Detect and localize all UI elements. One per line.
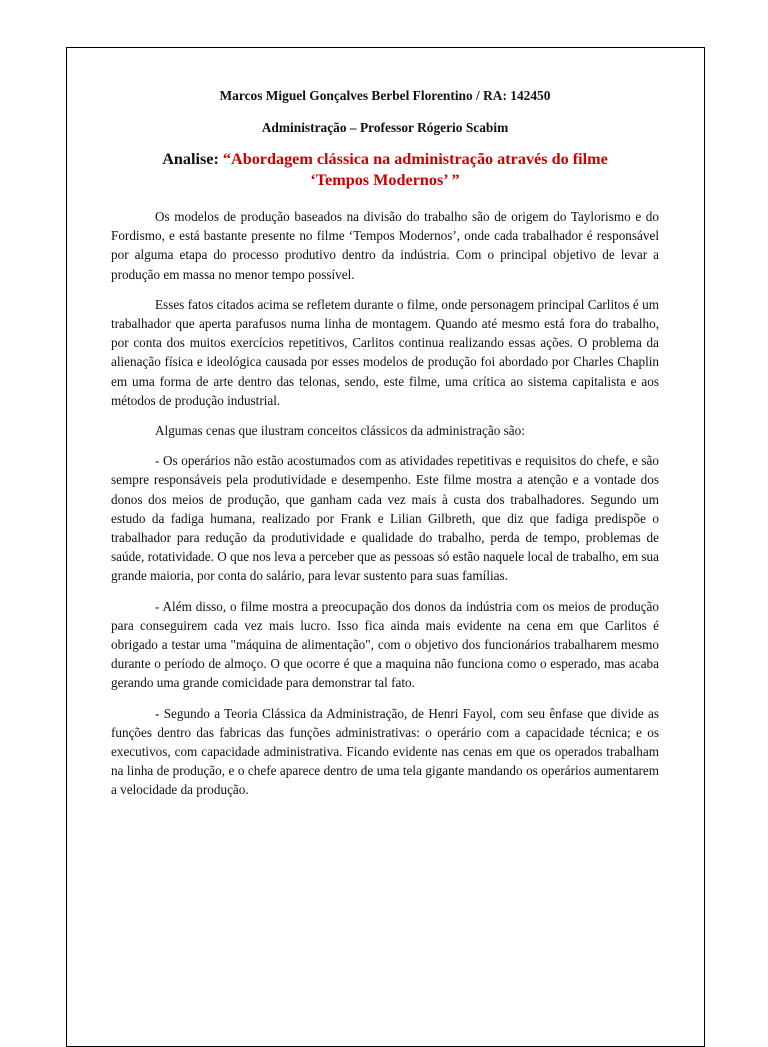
paragraph-2: Esses fatos citados acima se refletem durante o filme, onde personagem principal Carlitos é um trabalhador que aperta parafusos numa linha de montagem. Quando até mesmo está fora do trabalho, por conta dos muitos exercícios repetitivos, Carlitos continua realizando essas ações. O problema da alienação física e ideológica causada por esses modelos de produção foi abordado por Charles Chaplin em uma forma de arte dentro das telonas, sendo, este filme, uma crítica ao sistema capitalista e aos métodos de produção industrial. (111, 296, 659, 408)
course-line: Administração – Professor Rógerio Scabim (261, 120, 509, 135)
title-prefix: Analise: (162, 150, 223, 168)
document-content (111, 84, 659, 800)
title-quoted-line-1: “Abordagem clássica na administração através do filme (222, 150, 608, 168)
title-quoted-line-2: ‘Tempos Modernos’ ” (310, 171, 460, 189)
paragraph-4: - Os operários não estão acostumados com as atividades repetitivas e requisitos do chefe, e são sempre responsáveis pela produtividade e desempenho. Este filme mostra a atenção e a vontade dos donos dos meios de produção, que ganham cada vez mais à custa dos trabalhadores. Segundo um estudo da fadiga humana, realizado por Frank e Lilian Gilbreth, que diz que fadiga predispõe o trabalhador para redução da produtividade e qualidade do trabalho, perda de tempo, problemas de saúde, rotatividade. O que nos leva a perceber que as pessoas só estão naquele local de trabalho, em sua grande maioria, por conta do salário, para levar sustento para suas famílias. (111, 453, 659, 584)
paragraph-6: - Segundo a Teoria Clássica da Administração, de Henri Fayol, com seu ênfase que divide as funções dentro das fabricas das funções administrativas: o operário com a capacidade técnica; e os executivos, com capacidade administrativa. Ficando evidente nas cenas em que os operados trabalham na linha de produção, e o chefe aparece dentro de uma tela gigante mandando os operários aumentarem a velocidade da produção. (111, 705, 659, 798)
paragraph-5: - Além disso, o filme mostra a preocupação dos donos da indústria com os meios de produção para conseguirem cada vez mais lucro. Isso fica ainda mais evidente na cena em que Carlitos é obrigado a testar uma "máquina de alimentação", com o objetivo dos funcionários trabalharem mesmo durante o período de almoço. O que ocorre é que a maquina não funciona como o esperado, mas acaba gerando uma grande comicidade para demonstrar tal fato. (111, 598, 659, 691)
document-title (111, 149, 659, 191)
paragraph-1: Os modelos de produção baseados na divisão do trabalho são de origem do Taylorismo e do Fordismo, e está bastante presente no filme ‘Tempos Modernos’, onde cada trabalhador é responsável por alguma etapa do processo produtivo dentro da indústria. Com o principal objetivo de levar a produção em massa no menor tempo possível. (111, 209, 659, 282)
author-line: Marcos Miguel Gonçalves Berbel Florentino / RA: 142450 (219, 88, 551, 103)
paragraph-3: Algumas cenas que ilustram conceitos clássicos da administração são: (155, 423, 525, 439)
document-page (66, 47, 705, 1047)
